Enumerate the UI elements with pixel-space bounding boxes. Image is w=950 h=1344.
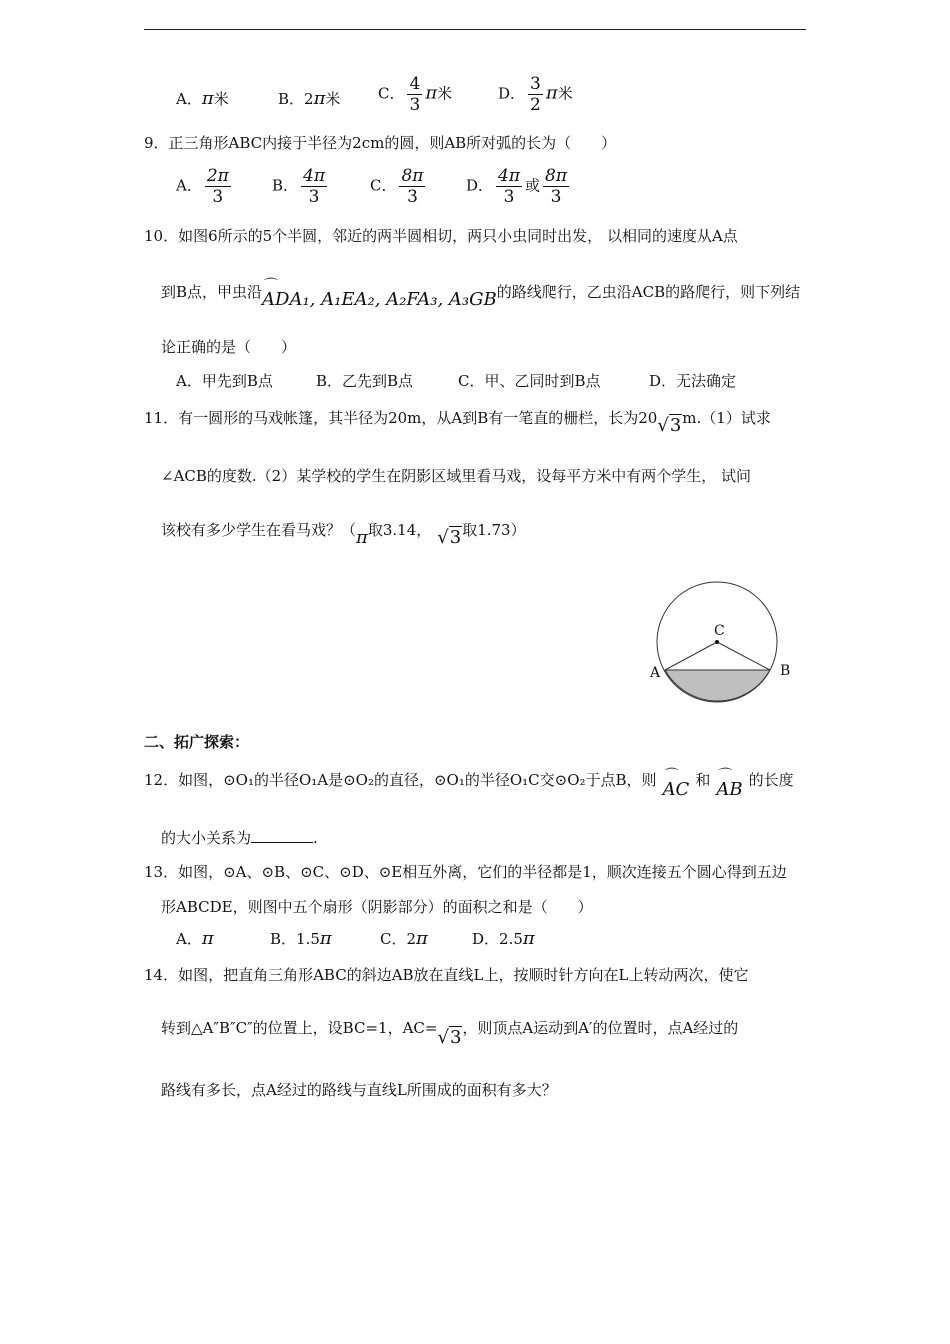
q9-a-label: A． [176, 176, 202, 195]
q13-b-label: B．1.5 [270, 930, 320, 948]
q14-line-2b: ，则顶点A运动到A′的位置时，点A经过的 [462, 1019, 739, 1037]
sqrt-sign: √ [657, 415, 669, 436]
sqrt-radicand: 3 [449, 1027, 462, 1048]
q10-line-1: 10．如图6所示的5个半圆，邻近的两半圆相切，两只小虫同时出发， 以相同的速度从A点 [144, 227, 738, 245]
q11-line-3a: 该校有多少学生在看马戏？（ [161, 521, 357, 539]
q13-option-c [380, 928, 428, 949]
q11-line-3b: 取3.14， [367, 521, 432, 539]
q13-option-d [472, 928, 535, 949]
sqrt-3 [657, 412, 682, 440]
q8-b-unit: 米 [325, 90, 341, 108]
q14-line-1: 14．如图，把直角三角形ABC的斜边AB放在直线L上，按顺时针方向在L上转动两次，使它 [144, 966, 749, 984]
fraction-numerator: 3 [530, 74, 541, 94]
q8-d-fraction [528, 74, 543, 115]
pi-symbol: π [545, 82, 558, 104]
q10-option-c: C．甲、乙同时到B点 [458, 372, 601, 390]
sqrt-sign: √ [437, 527, 449, 548]
q13-a-label: A． [176, 930, 202, 948]
pi-symbol: π [522, 928, 535, 949]
fraction-denominator: 3 [212, 187, 224, 207]
q9-b-label: B． [272, 176, 299, 195]
q9-b-fraction [301, 166, 327, 207]
fraction-numerator: 8π [401, 166, 424, 186]
pi-symbol: π [313, 88, 326, 109]
q9-a-fraction [205, 166, 231, 207]
sqrt-3 [437, 1024, 462, 1052]
q8-option-b [278, 88, 340, 109]
fraction-numerator: 2π [206, 166, 229, 186]
q9-question: 9．正三角形ABC内接于半径为2cm的圆，则AB所对弧的长为（ ） [144, 134, 617, 152]
q9-option-a [176, 166, 234, 207]
q13-option-a [176, 928, 214, 949]
answer-blank[interactable] [251, 842, 313, 843]
fraction-numerator: 4π [303, 166, 326, 186]
pi-symbol: π [201, 928, 214, 949]
q12-line-2a: 的大小关系为 [161, 829, 252, 847]
radius-ca [665, 642, 717, 670]
q10-arc-path: ⌒ ADA₁, A₁EA₂, A₂FA₃, A₃GB [262, 287, 497, 313]
radius-cb [717, 642, 770, 670]
label-a: A [650, 665, 661, 681]
q8-b-label: B．2 [278, 90, 314, 108]
fraction-denominator: 3 [308, 187, 320, 207]
pi-symbol: π [201, 88, 214, 109]
fraction-denominator: 3 [550, 187, 562, 207]
q12-line-2 [161, 828, 318, 848]
q9-c-fraction [399, 166, 425, 207]
q9-c-label: C． [370, 176, 397, 195]
q8-c-unit: 米 [437, 84, 453, 103]
q9-option-c [370, 166, 428, 207]
fraction-denominator: 3 [503, 187, 515, 207]
q13-line-2: 形ABCDE，则图中五个扇形（阴影部分）的面积之和是（ ） [161, 898, 593, 916]
q9-d-fraction-2 [543, 166, 569, 207]
q8-a-unit: 米 [213, 90, 229, 108]
q14-line-2 [161, 1014, 739, 1048]
q10-line-2 [161, 279, 801, 310]
arc-ab: ⌒ AB [716, 776, 742, 804]
q12-and: 和 [695, 771, 711, 789]
q8-option-c [378, 74, 452, 115]
fraction-numerator: 4π [498, 166, 521, 186]
q8-d-unit: 米 [557, 84, 573, 103]
q10-option-a: A．甲先到B点 [176, 372, 273, 390]
header-rule [144, 29, 806, 30]
q8-c-fraction [407, 74, 422, 115]
sqrt-3 [437, 524, 462, 552]
q11-line-2: ∠ACB的度数.（2）某学校的学生在阴影区域里看马戏，设每平方米中有两个学生， 试问 [161, 467, 751, 485]
q8-c-label: C． [378, 84, 405, 103]
arc-ac: ⌒ AC [663, 776, 690, 804]
pi-symbol: π [319, 928, 332, 949]
center-point [715, 640, 719, 644]
label-c: C [714, 623, 725, 639]
q11-line-1 [144, 404, 771, 436]
label-b: B [780, 663, 791, 679]
fraction-numerator: 8π [545, 166, 568, 186]
q10-line-2b: 的路线爬行，乙虫沿ACB的路爬行，则下列结 [496, 283, 801, 301]
q11-line-3 [161, 516, 526, 548]
section-2-title: 二、拓广探索： [144, 733, 250, 751]
q10-option-d: D．无法确定 [649, 372, 737, 390]
q14-line-2a: 转到△A″B″C″的位置上，设BC=1，AC= [161, 1019, 438, 1037]
q10-option-b: B．乙先到B点 [316, 372, 414, 390]
q9-option-b [272, 166, 330, 207]
fraction-denominator: 3 [409, 95, 421, 115]
q11-line-1a: 11．有一圆形的马戏帐篷，其半径为20m，从A到B有一笔直的栅栏，长为20 [144, 409, 658, 427]
pi-symbol: π [356, 527, 368, 548]
q9-option-d [466, 166, 572, 207]
fraction-numerator: 4 [409, 74, 421, 94]
circle-tent-figure [644, 578, 800, 714]
shaded-segment [665, 670, 770, 701]
q9-d-fraction-1 [496, 166, 522, 207]
q10-line-2a: 到B点，甲虫沿 [161, 283, 263, 301]
fraction-denominator: 2 [530, 95, 541, 115]
q9-d-label: D． [466, 176, 494, 195]
sqrt-radicand: 3 [669, 415, 682, 436]
q8-option-a [176, 88, 229, 109]
q13-d-label: D．2.5 [472, 930, 523, 948]
q12-line-1b: 的长度 [748, 771, 794, 789]
q14-line-3: 路线有多长，点A经过的路线与直线L所围成的面积有多大？ [161, 1081, 557, 1099]
q12-line-1a: 12．如图，⊙O₁的半径O₁A是⊙O₂的直径，⊙O₁的半径O₁C交⊙O₂于点B，则 [144, 771, 657, 789]
q8-a-label: A． [176, 90, 202, 108]
q11-line-3c: 取1.73） [462, 521, 526, 539]
q13-line-1: 13．如图，⊙A、⊙B、⊙C、⊙D、⊙E相互外离，它们的半径都是1，顺次连接五个圆心得到五边 [144, 863, 787, 881]
sqrt-sign: √ [437, 1027, 449, 1048]
q13-option-b [270, 928, 332, 949]
q10-line-3: 论正确的是（ ） [161, 338, 297, 356]
pi-symbol: π [416, 928, 428, 949]
q12-line-2b: . [313, 829, 318, 847]
q13-c-label: C．2 [380, 930, 417, 948]
fraction-denominator: 3 [407, 187, 418, 207]
q12-line-1 [144, 766, 794, 800]
q11-line-1b: m.（1）试求 [682, 409, 771, 427]
q8-d-label: D． [498, 84, 526, 103]
sqrt-radicand: 3 [449, 527, 462, 548]
pi-symbol: π [425, 82, 438, 104]
q8-option-d [498, 74, 573, 115]
q9-d-or: 或 [525, 176, 541, 195]
